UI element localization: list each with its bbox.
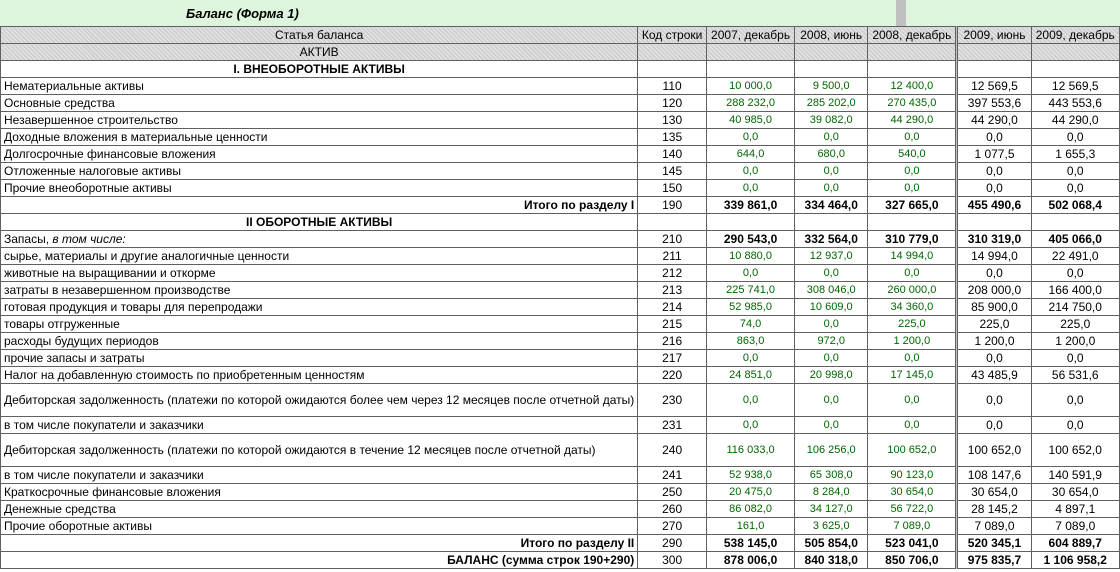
row-label[interactable]: Итого по разделу I xyxy=(1,197,638,214)
title-cell-right[interactable] xyxy=(906,0,1120,27)
value-cell[interactable]: 0,0 xyxy=(1031,417,1120,434)
cell[interactable] xyxy=(868,44,956,61)
value-cell[interactable]: 140 591,9 xyxy=(1031,467,1120,484)
value-cell[interactable]: 270 435,0 xyxy=(868,95,956,112)
value-cell[interactable]: 225,0 xyxy=(958,316,1031,333)
row-code[interactable]: 290 xyxy=(638,535,707,552)
row-label[interactable]: Долгосрочные финансовые вложения xyxy=(1,146,638,163)
header-row xyxy=(1,27,1120,44)
value-cell[interactable]: 9 500,0 xyxy=(795,78,868,95)
value-cell[interactable]: 505 854,0 xyxy=(795,535,868,552)
cell[interactable] xyxy=(706,214,794,231)
value-cell[interactable]: 40 985,0 xyxy=(706,112,794,129)
value-cell[interactable]: 0,0 xyxy=(795,129,868,146)
value-cell[interactable]: 502 068,4 xyxy=(1031,197,1120,214)
header-col-4[interactable]: 2009, июнь xyxy=(958,27,1031,44)
value-cell[interactable]: 8 284,0 xyxy=(795,484,868,501)
row-code[interactable]: 130 xyxy=(638,112,707,129)
value-cell[interactable]: 44 290,0 xyxy=(958,112,1031,129)
cell[interactable] xyxy=(638,214,707,231)
value-cell[interactable]: 85 900,0 xyxy=(958,299,1031,316)
row-label[interactable]: в том числе покупатели и заказчики xyxy=(1,467,638,484)
header-col-2[interactable]: 2008, июнь xyxy=(795,27,868,44)
value-cell[interactable]: 604 889,7 xyxy=(1031,535,1120,552)
value-cell[interactable]: 863,0 xyxy=(706,333,794,350)
value-cell[interactable]: 0,0 xyxy=(795,180,868,197)
frozen-column-divider xyxy=(896,0,906,26)
value-cell[interactable]: 65 308,0 xyxy=(795,467,868,484)
row-label[interactable]: товары отгруженные xyxy=(1,316,638,333)
value-cell[interactable]: 972,0 xyxy=(795,333,868,350)
row-code[interactable]: 230 xyxy=(638,384,707,417)
value-cell[interactable]: 0,0 xyxy=(1031,350,1120,367)
value-cell[interactable]: 10 000,0 xyxy=(706,78,794,95)
header-col-3[interactable]: 2008, декабрь xyxy=(868,27,956,44)
value-cell[interactable]: 0,0 xyxy=(868,129,956,146)
row-label-main: Запасы, xyxy=(4,231,50,246)
value-cell[interactable]: 12 569,5 xyxy=(958,78,1031,95)
value-cell[interactable]: 34 360,0 xyxy=(868,299,956,316)
value-cell[interactable]: 1 077,5 xyxy=(958,146,1031,163)
value-cell[interactable]: 74,0 xyxy=(706,316,794,333)
value-cell[interactable]: 0,0 xyxy=(958,417,1031,434)
row-label[interactable] xyxy=(1,231,638,248)
value-cell[interactable]: 0,0 xyxy=(958,384,1031,417)
value-cell[interactable]: 44 290,0 xyxy=(868,112,956,129)
row-code[interactable]: 220 xyxy=(638,367,707,384)
value-cell[interactable]: 161,0 xyxy=(706,518,794,535)
value-cell[interactable]: 3 625,0 xyxy=(795,518,868,535)
header-code[interactable]: Код строки xyxy=(638,27,707,44)
value-cell[interactable]: 0,0 xyxy=(1031,265,1120,282)
header-col-5[interactable]: 2009, декабрь xyxy=(1031,27,1120,44)
value-cell[interactable]: 166 400,0 xyxy=(1031,282,1120,299)
value-cell[interactable]: 116 033,0 xyxy=(706,434,794,467)
value-cell[interactable]: 100 652,0 xyxy=(868,434,956,467)
row-label[interactable]: прочие запасы и затраты xyxy=(1,350,638,367)
value-cell[interactable]: 327 665,0 xyxy=(868,197,956,214)
row-label[interactable]: расходы будущих периодов xyxy=(1,333,638,350)
table-row xyxy=(1,95,1120,112)
row-code[interactable]: 145 xyxy=(638,163,707,180)
row-label[interactable]: БАЛАНС (сумма строк 190+290) xyxy=(1,552,638,569)
value-cell[interactable]: 43 485,9 xyxy=(958,367,1031,384)
value-cell[interactable]: 308 046,0 xyxy=(795,282,868,299)
table-row xyxy=(1,112,1120,129)
value-cell[interactable]: 108 147,6 xyxy=(958,467,1031,484)
value-cell[interactable]: 10 609,0 xyxy=(795,299,868,316)
section-1-title[interactable]: I. ВНЕОБОРОТНЫЕ АКТИВЫ xyxy=(1,61,638,78)
value-cell[interactable]: 0,0 xyxy=(958,163,1031,180)
table-row xyxy=(1,78,1120,95)
table-row xyxy=(1,350,1120,367)
row-code[interactable]: 214 xyxy=(638,299,707,316)
value-cell[interactable]: 1 200,0 xyxy=(958,333,1031,350)
value-cell[interactable]: 405 066,0 xyxy=(1031,231,1120,248)
cell[interactable] xyxy=(958,44,1031,61)
row-label[interactable]: Незавершенное строительство xyxy=(1,112,638,129)
row-label[interactable]: Денежные средства xyxy=(1,501,638,518)
value-cell[interactable]: 20 998,0 xyxy=(795,367,868,384)
value-cell[interactable]: 14 994,0 xyxy=(868,248,956,265)
value-cell[interactable]: 100 652,0 xyxy=(958,434,1031,467)
row-label[interactable]: Итого по разделу II xyxy=(1,535,638,552)
row-label[interactable]: Налог на добавленную стоимость по приобретенным ценностям xyxy=(1,367,638,384)
row-label[interactable]: затраты в незавершенном производстве xyxy=(1,282,638,299)
table-row xyxy=(1,384,1120,417)
row-code[interactable]: 215 xyxy=(638,316,707,333)
title-cell[interactable] xyxy=(0,0,896,27)
value-cell[interactable]: 0,0 xyxy=(795,417,868,434)
value-cell[interactable]: 0,0 xyxy=(868,265,956,282)
value-cell[interactable]: 4 897,1 xyxy=(1031,501,1120,518)
value-cell[interactable]: 0,0 xyxy=(958,350,1031,367)
value-cell[interactable]: 0,0 xyxy=(706,350,794,367)
value-cell[interactable]: 86 082,0 xyxy=(706,501,794,518)
value-cell[interactable]: 0,0 xyxy=(868,163,956,180)
table-row xyxy=(1,467,1120,484)
row-code[interactable]: 241 xyxy=(638,467,707,484)
value-cell[interactable]: 680,0 xyxy=(795,146,868,163)
value-cell[interactable]: 523 041,0 xyxy=(868,535,956,552)
table-row xyxy=(1,518,1120,535)
value-cell[interactable]: 12 937,0 xyxy=(795,248,868,265)
value-cell[interactable]: 0,0 xyxy=(868,350,956,367)
value-cell[interactable]: 39 082,0 xyxy=(795,112,868,129)
value-cell[interactable]: 14 994,0 xyxy=(958,248,1031,265)
value-cell[interactable]: 56 531,6 xyxy=(1031,367,1120,384)
sheet-title: Баланс (Форма 1) xyxy=(186,6,299,21)
value-cell[interactable]: 1 655,3 xyxy=(1031,146,1120,163)
value-cell[interactable]: 214 750,0 xyxy=(1031,299,1120,316)
row-code[interactable]: 211 xyxy=(638,248,707,265)
row-code[interactable]: 270 xyxy=(638,518,707,535)
row-label[interactable]: Основные средства xyxy=(1,95,638,112)
value-cell[interactable]: 0,0 xyxy=(1031,180,1120,197)
value-cell[interactable]: 0,0 xyxy=(1031,163,1120,180)
row-label[interactable]: Прочие оборотные активы xyxy=(1,518,638,535)
row-label[interactable]: готовая продукция и товары для перепродажи xyxy=(1,299,638,316)
value-cell[interactable]: 10 880,0 xyxy=(706,248,794,265)
table-row xyxy=(1,417,1120,434)
value-cell[interactable]: 339 861,0 xyxy=(706,197,794,214)
table-row xyxy=(1,197,1120,214)
cell[interactable] xyxy=(868,214,956,231)
value-cell[interactable]: 397 553,6 xyxy=(958,95,1031,112)
value-cell[interactable]: 0,0 xyxy=(795,384,868,417)
value-cell[interactable]: 52 938,0 xyxy=(706,467,794,484)
row-label[interactable]: Прочие внеоборотные активы xyxy=(1,180,638,197)
title-row xyxy=(0,0,1120,26)
value-cell[interactable]: 540,0 xyxy=(868,146,956,163)
cell[interactable] xyxy=(795,61,868,78)
value-cell[interactable]: 0,0 xyxy=(958,265,1031,282)
value-cell[interactable]: 0,0 xyxy=(795,265,868,282)
value-cell[interactable]: 30 654,0 xyxy=(1031,484,1120,501)
value-cell[interactable]: 0,0 xyxy=(868,180,956,197)
value-cell[interactable]: 0,0 xyxy=(1031,129,1120,146)
value-cell[interactable]: 0,0 xyxy=(795,316,868,333)
value-cell[interactable]: 0,0 xyxy=(868,384,956,417)
row-code[interactable]: 240 xyxy=(638,434,707,467)
value-cell[interactable]: 0,0 xyxy=(706,384,794,417)
value-cell[interactable]: 100 652,0 xyxy=(1031,434,1120,467)
cell[interactable] xyxy=(1031,214,1120,231)
value-cell[interactable]: 0,0 xyxy=(706,129,794,146)
value-cell[interactable]: 260 000,0 xyxy=(868,282,956,299)
cell[interactable] xyxy=(706,61,794,78)
table-row xyxy=(1,146,1120,163)
value-cell[interactable]: 225 741,0 xyxy=(706,282,794,299)
table-row xyxy=(1,163,1120,180)
value-cell[interactable]: 22 491,0 xyxy=(1031,248,1120,265)
table-row xyxy=(1,535,1120,552)
row-label[interactable]: Краткосрочные финансовые вложения xyxy=(1,484,638,501)
row-label[interactable]: Дебиторская задолженность (платежи по которой ожидаются более чем через 12 месяцев после отчетной даты) xyxy=(1,384,638,417)
header-item[interactable]: Статья баланса xyxy=(1,27,638,44)
row-label[interactable]: сырье, материалы и другие аналогичные ценности xyxy=(1,248,638,265)
row-code[interactable]: 213 xyxy=(638,282,707,299)
value-cell[interactable]: 310 319,0 xyxy=(958,231,1031,248)
row-code[interactable]: 260 xyxy=(638,501,707,518)
value-cell[interactable]: 56 722,0 xyxy=(868,501,956,518)
value-cell[interactable]: 90 123,0 xyxy=(868,467,956,484)
value-cell[interactable]: 0,0 xyxy=(1031,384,1120,417)
row-label[interactable]: Доходные вложения в материальные ценности xyxy=(1,129,638,146)
cell[interactable] xyxy=(638,44,707,61)
table-row xyxy=(1,231,1120,248)
row-label[interactable]: животные на выращивании и откорме xyxy=(1,265,638,282)
section-row xyxy=(1,61,1120,78)
value-cell[interactable]: 443 553,6 xyxy=(1031,95,1120,112)
table-row xyxy=(1,248,1120,265)
value-cell[interactable]: 0,0 xyxy=(706,417,794,434)
cell[interactable] xyxy=(1031,61,1120,78)
cell[interactable] xyxy=(958,214,1031,231)
value-cell[interactable]: 520 345,1 xyxy=(958,535,1031,552)
balance-table xyxy=(0,26,1120,569)
value-cell[interactable]: 644,0 xyxy=(706,146,794,163)
value-cell[interactable]: 7 089,0 xyxy=(1031,518,1120,535)
row-label[interactable]: Дебиторская задолженность (платежи по которой ожидаются в течение 12 месяцев после отчетной даты) xyxy=(1,434,638,467)
value-cell[interactable]: 24 851,0 xyxy=(706,367,794,384)
cell[interactable] xyxy=(795,44,868,61)
value-cell[interactable]: 310 779,0 xyxy=(868,231,956,248)
row-code[interactable]: 210 xyxy=(638,231,707,248)
table-row xyxy=(1,299,1120,316)
value-cell[interactable]: 225,0 xyxy=(868,316,956,333)
cell[interactable] xyxy=(638,61,707,78)
value-cell[interactable]: 28 145,2 xyxy=(958,501,1031,518)
table-row xyxy=(1,129,1120,146)
row-code[interactable]: 110 xyxy=(638,78,707,95)
value-cell[interactable]: 288 232,0 xyxy=(706,95,794,112)
row-code[interactable]: 212 xyxy=(638,265,707,282)
row-code[interactable]: 120 xyxy=(638,95,707,112)
table-row xyxy=(1,434,1120,467)
section-row xyxy=(1,214,1120,231)
value-cell[interactable]: 208 000,0 xyxy=(958,282,1031,299)
value-cell[interactable]: 0,0 xyxy=(958,180,1031,197)
cell[interactable] xyxy=(868,61,956,78)
value-cell[interactable]: 30 654,0 xyxy=(958,484,1031,501)
row-code[interactable]: 300 xyxy=(638,552,707,569)
row-code[interactable]: 250 xyxy=(638,484,707,501)
value-cell[interactable]: 538 145,0 xyxy=(706,535,794,552)
table-row xyxy=(1,316,1120,333)
section-2-title[interactable]: II ОБОРОТНЫЕ АКТИВЫ xyxy=(1,214,638,231)
value-cell[interactable]: 840 318,0 xyxy=(795,552,868,569)
table-row xyxy=(1,501,1120,518)
value-cell[interactable]: 34 127,0 xyxy=(795,501,868,518)
value-cell[interactable]: 878 006,0 xyxy=(706,552,794,569)
table-row xyxy=(1,282,1120,299)
value-cell[interactable]: 285 202,0 xyxy=(795,95,868,112)
value-cell[interactable]: 0,0 xyxy=(958,129,1031,146)
row-code[interactable]: 140 xyxy=(638,146,707,163)
row-label[interactable]: в том числе покупатели и заказчики xyxy=(1,417,638,434)
cell[interactable] xyxy=(795,214,868,231)
cell[interactable] xyxy=(1031,44,1120,61)
value-cell[interactable]: 1 200,0 xyxy=(868,333,956,350)
value-cell[interactable]: 850 706,0 xyxy=(868,552,956,569)
value-cell[interactable]: 975 835,7 xyxy=(958,552,1031,569)
row-label[interactable]: Отложенные налоговые активы xyxy=(1,163,638,180)
header-col-1[interactable]: 2007, декабрь xyxy=(706,27,794,44)
value-cell[interactable]: 106 256,0 xyxy=(795,434,868,467)
row-code[interactable]: 190 xyxy=(638,197,707,214)
row-code[interactable]: 150 xyxy=(638,180,707,197)
value-cell[interactable]: 17 145,0 xyxy=(868,367,956,384)
row-label[interactable]: Нематериальные активы xyxy=(1,78,638,95)
value-cell[interactable]: 334 464,0 xyxy=(795,197,868,214)
table-row xyxy=(1,552,1120,569)
value-cell[interactable]: 12 400,0 xyxy=(868,78,956,95)
value-cell[interactable]: 0,0 xyxy=(868,417,956,434)
row-code[interactable]: 216 xyxy=(638,333,707,350)
value-cell[interactable]: 30 654,0 xyxy=(868,484,956,501)
row-code[interactable]: 231 xyxy=(638,417,707,434)
table-row xyxy=(1,333,1120,350)
aktiv-row xyxy=(1,44,1120,61)
value-cell[interactable]: 0,0 xyxy=(706,180,794,197)
row-code[interactable]: 135 xyxy=(638,129,707,146)
value-cell[interactable]: 1 200,0 xyxy=(1031,333,1120,350)
value-cell[interactable]: 0,0 xyxy=(795,163,868,180)
value-cell[interactable]: 290 543,0 xyxy=(706,231,794,248)
value-cell[interactable]: 12 569,5 xyxy=(1031,78,1120,95)
row-label-sub: в том числе: xyxy=(49,231,126,246)
value-cell[interactable]: 44 290,0 xyxy=(1031,112,1120,129)
value-cell[interactable]: 0,0 xyxy=(795,350,868,367)
cell[interactable] xyxy=(706,44,794,61)
value-cell[interactable]: 0,0 xyxy=(706,163,794,180)
aktiv-label[interactable]: АКТИВ xyxy=(1,44,638,61)
value-cell[interactable]: 332 564,0 xyxy=(795,231,868,248)
value-cell[interactable]: 225,0 xyxy=(1031,316,1120,333)
row-code[interactable]: 217 xyxy=(638,350,707,367)
value-cell[interactable]: 0,0 xyxy=(706,265,794,282)
table-row xyxy=(1,180,1120,197)
value-cell[interactable]: 7 089,0 xyxy=(958,518,1031,535)
value-cell[interactable]: 1 106 958,2 xyxy=(1031,552,1120,569)
value-cell[interactable]: 455 490,6 xyxy=(958,197,1031,214)
table-row xyxy=(1,367,1120,384)
value-cell[interactable]: 7 089,0 xyxy=(868,518,956,535)
table-row xyxy=(1,265,1120,282)
value-cell[interactable]: 20 475,0 xyxy=(706,484,794,501)
value-cell[interactable]: 52 985,0 xyxy=(706,299,794,316)
table-row xyxy=(1,484,1120,501)
cell[interactable] xyxy=(958,61,1031,78)
